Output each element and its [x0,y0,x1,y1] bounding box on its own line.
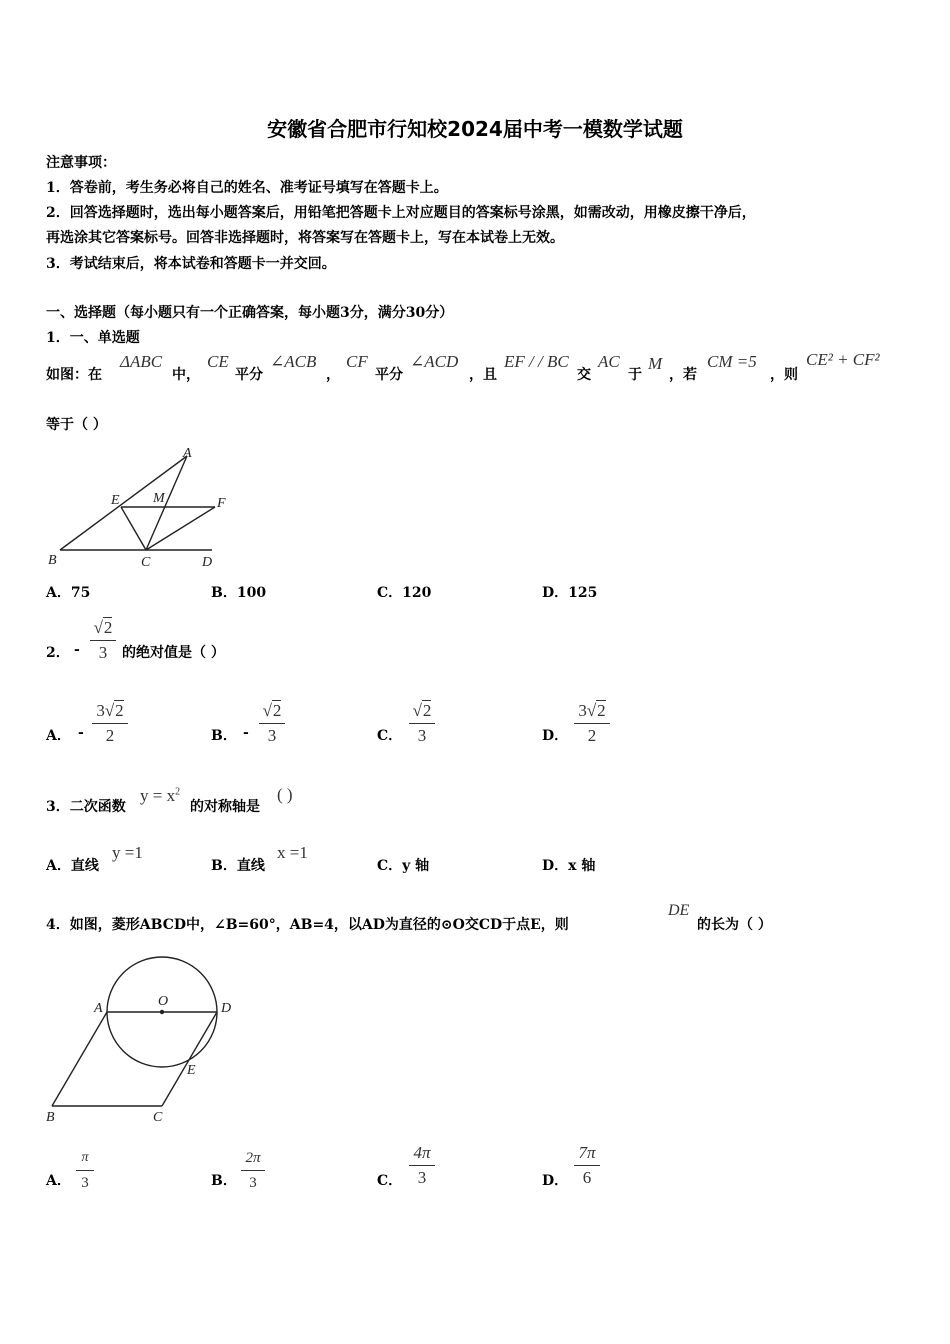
q3-paren: ( ) [277,785,293,804]
q1-math-2: ∠ACB [270,352,317,371]
notice-item-1: 1．答卷前，考生务必将自己的姓名、准考证号填写在答题卡上。 [46,180,448,196]
option-num: π [81,1150,89,1165]
option-value: 120 [402,585,432,601]
option-value: 125 [568,585,598,601]
option-rad: 2 [115,701,124,720]
option-label: B． [211,728,237,744]
option-label: C．y 轴 [377,858,430,874]
notice-item-2: 2．回答选择题时，选出每小题答案后，用铅笔把答题卡上对应题目的答案标号涂黑，如需改动，用橡皮擦干净后， [46,205,756,221]
q1-math-0: ΔABC [120,352,163,371]
q4-text: 4．如图，菱形ABCD中，∠B=60°，AB=4，以AD为直径的⊙O交CD于点E，则 [46,917,569,933]
q2-sign: - [74,642,80,658]
section-heading: 一、选择题（每小题只有一个正确答案，每小题3分，满分30分） [46,305,454,321]
q1-math-7: M [648,354,663,373]
q1-math-8: CM =5 [707,352,757,371]
q2-number: 2． [46,645,70,661]
option-fraction [409,1142,435,1189]
option-rad: 2 [597,701,606,720]
q1-label-b: B [48,553,57,568]
option-coef: 3 [578,701,587,720]
q3-option-d[interactable] [542,855,595,875]
q2-text: 的绝对值是（ ） [122,645,225,661]
option-fraction [574,1142,600,1189]
option-fraction [241,1147,265,1194]
q1-text-8: ，若 [669,367,697,383]
q1-math-3: CF [346,352,368,371]
option-den: 3 [267,726,277,745]
option-label: A． [46,585,71,601]
option-label: D． [542,585,569,601]
q3-option-c[interactable] [377,855,429,875]
notice-item-3: 3．考试结束后，将本试卷和答题卡一并交回。 [46,256,336,272]
q4-label-b: B [46,1110,55,1125]
option-label: A． [46,1173,71,1189]
q4-option-c[interactable] [377,1140,497,1195]
q1-text-1: 中， [172,367,200,383]
section-subheading: 1．一、单选题 [46,330,140,346]
q4-tail: 的长为（ ） [697,917,772,933]
q1-figure [40,440,240,575]
option-fraction: 3√2 2 [574,700,610,747]
q4-arc: DE [668,902,690,919]
notice-heading: 注意事项： [46,155,116,171]
q2-option-d[interactable] [542,700,662,752]
option-den: 6 [582,1168,592,1187]
q1-text-5: ，且 [469,367,497,383]
q1-label-e: E [111,493,120,508]
q2-num: 2 [103,618,113,637]
option-fraction: √2 3 [259,700,285,747]
notice-item-2-cont: 再选涂其它答案标号。回答非选择题时，将答案写在答题卡上，写在本试卷上无效。 [46,230,564,246]
option-rad: 2 [422,701,432,720]
q3-func-sup: 2 [175,786,181,798]
q3-func-body: y = x [140,786,176,805]
option-den: 3 [81,1175,89,1191]
option-coef: 3 [96,701,105,720]
q1-label-f: F [217,496,226,511]
q1-math-9: CE² + CF² [806,350,880,369]
option-label: A． [46,728,71,744]
q1-text-0: 如图：在 [46,367,102,383]
q2-fraction: √2 3 [90,617,116,664]
option-fraction [76,1147,94,1194]
q1-tail: 等于（ ） [46,417,107,433]
option-num: 7π [578,1143,596,1162]
option-num: 2π [245,1150,261,1166]
option-fraction: 3√2 2 [92,700,128,747]
option-math: y =1 [112,843,143,862]
option-math: x =1 [277,843,308,862]
option-den: 2 [587,726,597,745]
option-den: 2 [105,726,115,745]
q1-option-a[interactable] [46,582,90,602]
page-title: 安徽省合肥市行知校2024届中考一模数学试题 [267,117,683,141]
option-label: C． [377,1173,403,1189]
q3-text: 的对称轴是 [190,799,260,815]
q1-label-a: A [183,446,192,461]
q1-text-4: 平分 [375,367,403,383]
q4-option-d[interactable] [542,1140,662,1195]
q1-label-m: M [153,491,165,506]
option-label: B． [211,585,237,601]
option-label: C． [377,728,403,744]
q1-text-7: 于 [628,367,642,383]
q3-option-b[interactable] [211,843,331,873]
q1-text-6: 交 [577,367,591,383]
q1-option-b[interactable] [211,582,266,602]
option-label: D． [542,728,569,744]
q4-option-b[interactable] [211,1145,331,1195]
option-fraction: √2 3 [409,700,435,747]
q4-figure [40,950,250,1130]
option-den: 3 [249,1175,257,1191]
option-label: D． [542,1173,569,1189]
q4-label-c: C [153,1110,163,1125]
q1-label-c: C [141,555,151,570]
q1-math-1: CE [207,352,229,371]
q1-math-5: EF / / BC [504,352,569,371]
option-sign: - [78,725,84,741]
q4-label-a: A [94,1001,103,1016]
option-den: 3 [417,1168,427,1187]
option-sign: - [243,725,249,741]
q1-math-6: AC [598,352,620,371]
option-den: 3 [417,726,427,745]
option-value: 75 [70,585,91,601]
q4-label-e: E [187,1063,196,1078]
q1-option-d[interactable] [542,582,597,602]
q4-option-a[interactable] [46,1145,166,1195]
q2-den: 3 [98,643,108,662]
q2-option-b[interactable] [211,700,331,752]
q1-math-4: ∠ACD [410,352,459,371]
q4-label-d: D [221,1001,232,1016]
q3-option-a[interactable] [46,843,166,873]
option-rad: 2 [272,701,282,720]
q2-option-c[interactable] [377,700,497,752]
q1-label-d: D [202,555,213,570]
q4-center-point [160,1010,164,1014]
option-num: 4π [413,1143,431,1162]
option-label: A．直线 [46,858,99,874]
option-label: B． [211,1173,237,1189]
q2-option-a[interactable] [46,700,166,752]
option-label: D．x 轴 [542,858,596,874]
q4-label-o: O [158,994,169,1009]
q3-func [140,786,180,806]
option-label: C． [377,585,403,601]
q1-option-c[interactable] [377,582,431,602]
q3-prefix: 3．二次函数 [46,799,126,815]
q1-text-9: ，则 [770,367,798,383]
option-value: 100 [236,585,267,601]
q1-text-2: 平分 [235,367,263,383]
q1-text-3: ， [326,367,340,383]
option-label: B．直线 [211,858,265,874]
